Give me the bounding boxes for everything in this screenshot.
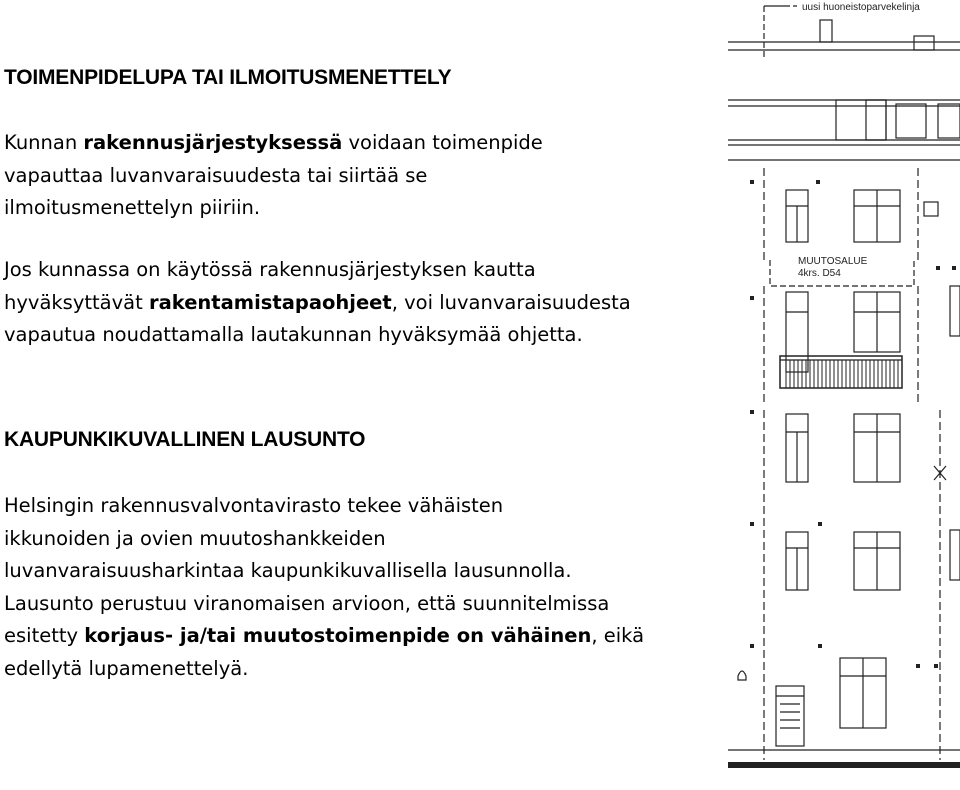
section-heading-permit: TOIMENPIDELUPA TAI ILMOITUSMENETTELY [4, 66, 452, 89]
text: Helsingin rakennusvalvontavirasto tekee vähäisten [4, 494, 504, 517]
bold-term: korjaus- ja/tai muutostoimenpide on vähäinen [84, 624, 592, 647]
text: ikkunoiden ja ovien muutoshankkeiden [4, 526, 386, 550]
drawing-top-label: uusi huoneistoparvekelinja [802, 2, 920, 13]
text: voidaan toimenpide [342, 131, 543, 154]
facade-elevation-drawing [728, 0, 960, 790]
text: esitetty [4, 624, 85, 647]
text: vapauttaa luvanvaraisuudesta tai siirtää se [4, 163, 428, 187]
text: edellytä lupamenettelyä. [4, 656, 249, 680]
text: ilmoitusmenettelyn piiriin. [4, 196, 261, 219]
text: luvanvaraisuusharkintaa kaupunkikuvallisella lausunnolla. [4, 559, 572, 582]
bold-term: rakentamistapaohjeet [148, 290, 392, 314]
section-heading-townscape: KAUPUNKIKUVALLINEN LAUSUNTO [4, 428, 366, 451]
paragraph-construction-guidelines [4, 254, 631, 352]
text: vapautua noudattamalla lautakunnan hyväksymää ohjetta. [4, 323, 583, 346]
drawing-area-sub: 4krs. D54 [798, 268, 841, 279]
text: Kunnan [4, 131, 84, 154]
drawing-area-label: MUUTOSALUE [798, 256, 868, 267]
paragraph-townscape-statement [4, 490, 644, 685]
text: Jos kunnassa on käytössä rakennusjärjestyksen kautta [4, 258, 536, 281]
text: Lausunto perustuu viranomaisen arvioon, että suunnitelmissa [4, 591, 610, 615]
bold-term: rakennusjärjestyksessä [83, 131, 343, 154]
text: , voi luvanvaraisuudesta [391, 290, 631, 314]
paragraph-building-code [4, 127, 543, 225]
text: , eikä [591, 624, 645, 647]
text: hyväksyttävät [4, 290, 149, 314]
